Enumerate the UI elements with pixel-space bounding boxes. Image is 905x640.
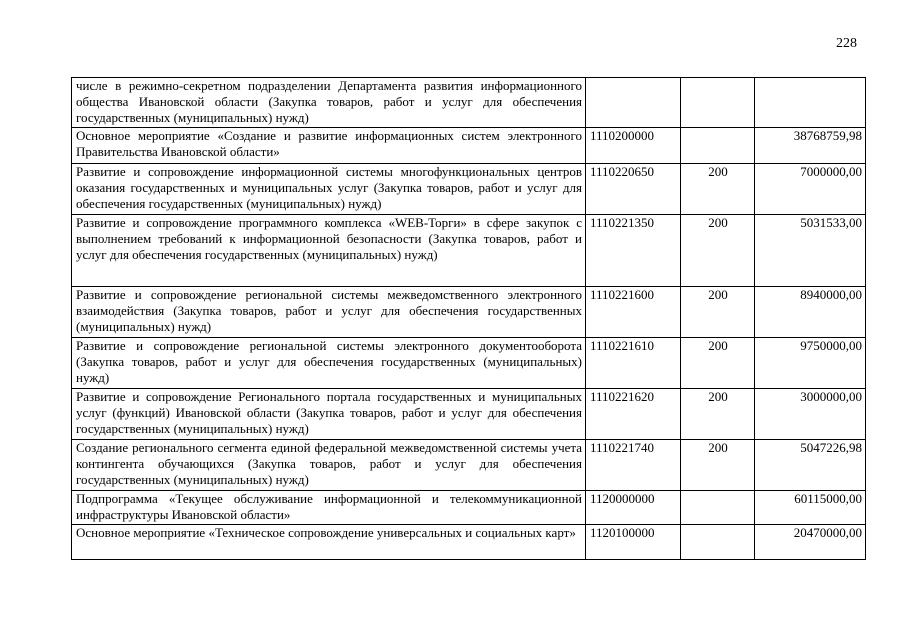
target-code-cell: 1110221350	[586, 215, 681, 287]
expense-name-cell: Развитие и сопровождение региональной системы электронного документооборота (Закупка товаров, работ и услуг для обеспечения государственных (муниципальных) нужд)	[72, 338, 586, 389]
expense-type-cell	[681, 78, 755, 128]
amount-cell: 38768759,98	[755, 128, 866, 164]
expense-type-cell: 200	[681, 164, 755, 215]
table-row	[72, 525, 866, 560]
page-number: 228	[836, 36, 857, 51]
expense-name-cell: Развитие и сопровождение региональной системы межведомственного электронного взаимодействия (Закупка товаров, работ и услуг для обеспечения государственных (муниципальных) нужд)	[72, 287, 586, 338]
target-code-cell: 1110200000	[586, 128, 681, 164]
amount-cell: 3000000,00	[755, 389, 866, 440]
expense-type-cell	[681, 128, 755, 164]
target-code-cell: 1110220650	[586, 164, 681, 215]
expense-type-cell	[681, 525, 755, 560]
target-code-cell: 1110221620	[586, 389, 681, 440]
amount-cell: 8940000,00	[755, 287, 866, 338]
table-row	[72, 128, 866, 164]
expense-name-cell: Развитие и сопровождение Регионального портала государственных и муниципальных услуг (функций) Ивановской области (Закупка товаров, работ и услуг для обеспечения государственных (муниципальных) нужд)	[72, 389, 586, 440]
amount-cell: 5047226,98	[755, 440, 866, 491]
expense-name-cell: Основное мероприятие «Создание и развитие информационных систем электронного Правительства Ивановской области»	[72, 128, 586, 164]
expense-type-cell: 200	[681, 440, 755, 491]
target-code-cell	[586, 78, 681, 128]
expense-name-cell: Развитие и сопровождение информационной системы многофункциональных центров оказания государственных и муниципальных услуг (Закупка товаров, работ и услуг для обеспечения государственных (муниципальных) нужд)	[72, 164, 586, 215]
budget-table	[71, 77, 866, 560]
table-row	[72, 287, 866, 338]
expense-type-cell	[681, 491, 755, 525]
table-row	[72, 491, 866, 525]
amount-cell	[755, 78, 866, 128]
target-code-cell: 1110221610	[586, 338, 681, 389]
expense-name-cell: Развитие и сопровождение программного комплекса «WEB-Торги» в сфере закупок с выполнением требований к информационной безопасности (Закупка товаров, работ и услуг для обеспечения государственных (муниципальных) нужд)	[72, 215, 586, 287]
expense-name-cell: Основное мероприятие «Техническое сопровождение универсальных и социальных карт»	[72, 525, 586, 560]
table-row	[72, 164, 866, 215]
expense-type-cell: 200	[681, 215, 755, 287]
target-code-cell: 1120100000	[586, 525, 681, 560]
amount-cell: 7000000,00	[755, 164, 866, 215]
table-row	[72, 78, 866, 128]
amount-cell: 9750000,00	[755, 338, 866, 389]
expense-name-cell: числе в режимно-секретном подразделении Департамента развития информационного общества Ивановской области (Закупка товаров, работ и услуг для обеспечения государственных (муниципальных) нужд)	[72, 78, 586, 128]
target-code-cell: 1110221740	[586, 440, 681, 491]
table-row	[72, 338, 866, 389]
table-row	[72, 215, 866, 287]
target-code-cell: 1120000000	[586, 491, 681, 525]
target-code-cell: 1110221600	[586, 287, 681, 338]
amount-cell: 20470000,00	[755, 525, 866, 560]
expense-name-cell: Создание регионального сегмента единой федеральной межведомственной системы учета контингента обучающихся (Закупка товаров, работ и услуг для обеспечения государственных (муниципальных) нужд)	[72, 440, 586, 491]
table-row	[72, 440, 866, 491]
amount-cell: 5031533,00	[755, 215, 866, 287]
expense-name-cell: Подпрограмма «Текущее обслуживание информационной и телекоммуникационной инфраструктуры Ивановской области»	[72, 491, 586, 525]
expense-type-cell: 200	[681, 287, 755, 338]
table-row	[72, 389, 866, 440]
amount-cell: 60115000,00	[755, 491, 866, 525]
expense-type-cell: 200	[681, 389, 755, 440]
expense-type-cell: 200	[681, 338, 755, 389]
